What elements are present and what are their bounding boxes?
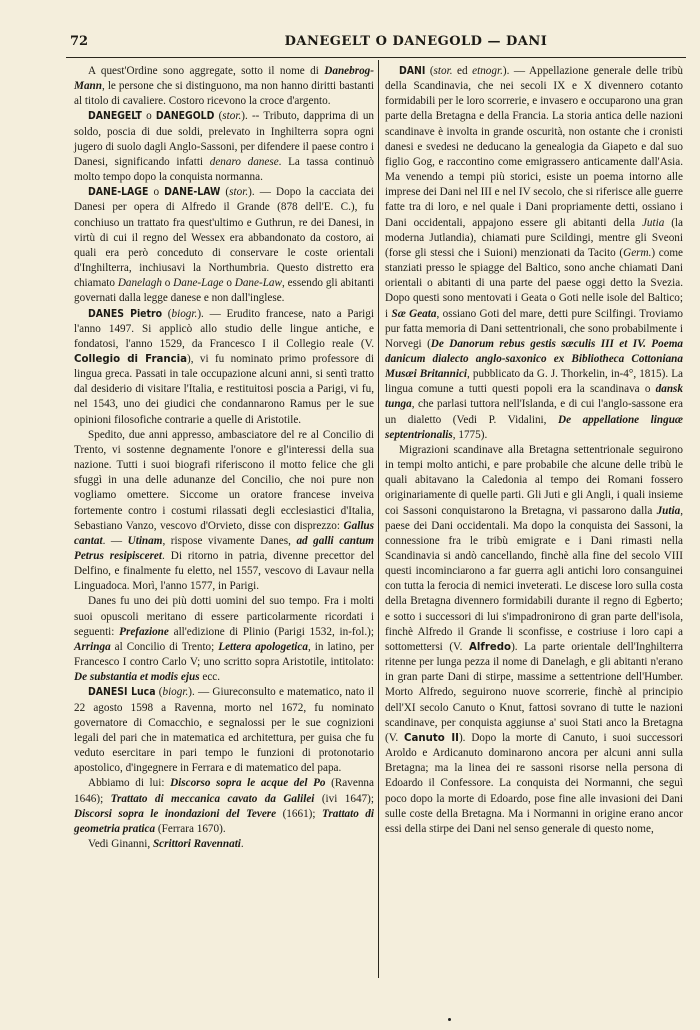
- cross-reference: Alfredo: [469, 641, 512, 653]
- cross-reference: Collegio di Francia: [74, 353, 188, 365]
- text-run: ) come stanziati presso le spiagge del Baltico, sono anche chiamati Dani orientali o abitanti di una parte del paese oggi detto la Svezia. Dopo questi sono mentovati i Geata o Goti nelle isole del Baltico; i: [385, 246, 683, 320]
- text-run: biogr.: [162, 686, 189, 699]
- text-run: , 1775).: [452, 428, 488, 441]
- text-run: o: [141, 110, 156, 123]
- text-run: Trattato di meccanica cavato da Galilei: [110, 792, 315, 805]
- text-run: Dane-Law: [234, 277, 282, 290]
- text-run: ). -- Tributo, dapprima di un soldo, poscia di due soldi, prelevato in Inghilterra sopra ogni jugero di suolo dagli Anglo-Sassoni, per difendere il paese contro i Danesi, significando infatti: [74, 110, 375, 168]
- text-run: stor.: [222, 110, 242, 123]
- headword: DANESI Luca: [88, 686, 156, 699]
- entry-danesi-luca: [74, 685, 374, 776]
- text-run: (ivi 1647);: [314, 792, 374, 805]
- text-run: (la moderna Jutlandia), chiamati pure Scildingi, mentre gli Sveoni (forse gli stessi che i Suioni) menzionati da Tacito (: [385, 216, 683, 259]
- text-run: Scrittori Ravennati: [152, 837, 241, 850]
- text-run: , le persone che si distinguono, ma non hanno diritti bastanti al titolo di cavaliere. Costoro ricevono la croce d'argento.: [74, 80, 374, 108]
- text-run: Danebrog-Mann: [74, 65, 374, 93]
- text-run: , essendo gli abitanti governati dalla legge danese e non dall'inglese.: [74, 277, 374, 305]
- text-run: , in latino, per Francesco I contro Carlo V; uno scritto sopra Aristotile, intitolato:: [74, 640, 374, 669]
- text-run: (: [162, 307, 172, 320]
- paragraph-danebrog: [74, 64, 374, 109]
- text-run: Danes fu uno dei più dotti uomini del suo tempo. Fra i molti suoi opuscoli meritano di essere particolarmente ricordati i seguenti:: [74, 595, 374, 638]
- text-run: ). — Erudito francese, nato a Parigi l'anno 1497. Si applicò allo studio delle lingue antiche, e fondatosi, l'anno 1529, da Francesco I il Collegio reale (V.: [74, 307, 374, 350]
- text-run: , paese dei Dani occidentali. Ma dopo la conquista dei Sassoni, la connessione fra le tribù emigrate e i Dani rimasti nella Scandinavia si andò cancellando, finchè alla fine del secolo VIII questi incominciarono a far guerra agli antichi loro consanguinei con tutta la ferocia di nemici inveterati. Le discese loro sulla costa della Bretagna divennero formidabili durante il regno di Egberto; e sotto i successori di lui s'impadronirono di gran parte dell'isola, finchè Alfredo il Grande li sconfisse, e costriuse i loro capi a sottomettersi (V.: [385, 504, 683, 653]
- paragraph-migrazioni: [385, 443, 683, 837]
- text-run: A quest'Ordine sono aggregate, sotto il nome di: [88, 65, 325, 77]
- text-run: Germ.: [623, 246, 652, 259]
- text-run: Lettera apologetica: [218, 640, 308, 653]
- text-run: all'edizione di Plinio (Parigi 1532, in-fol.);: [168, 625, 374, 638]
- header-rule: [66, 57, 686, 58]
- right-column: [385, 64, 683, 837]
- entry-dani: [385, 64, 683, 443]
- text-run: (: [214, 110, 223, 123]
- page-number: 72: [70, 34, 89, 49]
- text-run: al Concilio di Trento;: [110, 640, 219, 653]
- text-run: (Ferrara 1670).: [155, 822, 226, 835]
- text-run: . La tassa continuò molto tempo dopo la conquista normanna.: [74, 155, 374, 184]
- text-run: Jutia: [656, 504, 681, 517]
- text-run: Sæ Geata: [391, 307, 437, 320]
- text-run: , rispose vivamente Danes,: [162, 534, 297, 547]
- paragraph-vedi: [74, 837, 374, 852]
- text-run: , pubblicato da G. J. Thorkelin, in-4°, 1815). La lingua comune a tutti questi popoli era la scandinava o: [385, 368, 683, 396]
- paragraph-concilio: [74, 428, 374, 595]
- running-title: DANEGELT O DANEGOLD — DANI: [284, 34, 548, 49]
- text-run: stor.: [433, 65, 453, 77]
- headword: DANE-LAW: [164, 186, 221, 199]
- text-run: ). — Giureconsulto e matematico, nato il 22 agosto 1598 a Ravenna, morto nel 1672, fu nominato governatore di Comacchio, e segnalossi per le sue cognizioni legali del pari che in matematica ed architettura, per guisa che fu veduto esercitare in pari tempo le funzioni di protonotario apostolico, d'ingegnere in Ferrara e di matematico del papa.: [74, 686, 374, 775]
- text-run: Utinam: [127, 534, 163, 547]
- text-run: Discorso sopra le acque del Po: [170, 777, 326, 790]
- text-run: Spedito, due anni appresso, ambasciatore del re al Concilio di Trento, vi sostenne degnamente l'onore e gl'interessi della sua nazione. Tutti i suoi biografi riferiscono il motto felice che gli sfuggì in una delle adunanze del Concilio, che noi pure non vogliamo omettere. Siccome un oratore francese inveiva fortemente contro i costumi rilassati degli ecclesiastici d'Italia, Sebastiano Vanzo, vescovo d'Orvieto, disse con disprezzo:: [74, 428, 374, 532]
- text-run: . Di ritorno in patria, divenne precettor del Delfino, e finalmente fu eletto, nel 1557, vescovo di Lavaur nella Linguadoca. Morì, l'anno 1577, in Parigi.: [74, 550, 374, 593]
- text-run: ed: [452, 65, 473, 77]
- text-run: o: [161, 277, 174, 290]
- text-run: ). Dopo la morte di Canuto, i suoi successori Aroldo e Ardicanuto dominarono ancora per alcuni anni sulla Bretagna; ma la linea dei re sassoni risorse nella persona di Edoardo il Confessore. La conquista dei Normanni, che seguì poco dopo la morte di Edoardo, pose fine alle invasioni dei Dani sulle coste della Bretagna. Ma i Normanni in origine erano ancor essi della stirpe dei Dani nel senso generale di questo nome,: [385, 731, 683, 835]
- text-run: (1661);: [276, 807, 322, 820]
- text-run: . —: [102, 534, 128, 547]
- ink-speck: [448, 1018, 451, 1021]
- text-run: (Ravenna 1646);: [74, 777, 374, 805]
- text-run: Discorsi sopra le inondazioni del Tevere: [74, 807, 277, 820]
- text-run: Danelagh: [117, 277, 162, 290]
- text-run: ad galli cantum Petrus resipisceret: [74, 534, 375, 562]
- text-run: Gallus cantat: [74, 519, 374, 547]
- text-run: dansk tunga: [385, 383, 683, 411]
- text-run: Vedi Ginanni,: [88, 837, 153, 850]
- headword: DANE-LAGE: [88, 186, 149, 199]
- entry-danegelt: [74, 109, 374, 185]
- text-run: (: [220, 186, 230, 199]
- text-run: Migrazioni scandinave alla Bretagna settentrionale seguirono in tempi molto antichi, e pare probabile che alcune delle tribù le quali abitavano la Caledonia al tempo dei Romani fossero originariamente di quelle parti. Gli Juti e gli Angli, i quali insieme coi Sassoni conquistarono la Bretagna, vi passarono dalla: [385, 443, 683, 517]
- left-column: [74, 64, 374, 852]
- paragraph-opuscoli: [74, 594, 374, 685]
- cross-reference: Canuto II: [404, 732, 459, 744]
- text-run: ). — Dopo la cacciata dei Danesi per opera di Alfredo il Grande (878 dell'E. C.), fu conchiuso un trattato fra quest'ultimo e Guthrun, re dei Danesi, in virtù di cui il regno del Wessex era abbandonato da costoro, ai quali era però conceduto di conservare le coste orientali d'Inghilterra, inchiusavi la Northumbria. Questo distretto era chiamato: [74, 186, 375, 290]
- entry-dane-lage: [74, 185, 374, 306]
- column-divider: [378, 60, 379, 978]
- text-run: o: [223, 277, 235, 290]
- text-run: Dane-Lage: [173, 277, 224, 290]
- text-run: stor.: [229, 186, 249, 199]
- text-run: Arringa: [74, 640, 111, 653]
- text-run: Prefazione: [119, 625, 169, 638]
- text-run: , ossiano Goti del mare, detti pure Scilfingi. Troviamo pur fatta memoria di Dani settentrionali, che sono probabilmente i Norvegi (: [385, 307, 683, 350]
- headword: DANES Pietro: [88, 307, 163, 320]
- text-run: Jutia: [641, 216, 665, 229]
- headword: DANEGELT: [88, 110, 142, 123]
- text-run: ). La parte orientale dell'Inghilterra ritenne per lunga pezza il nome di Danelagh, e gli abitanti n'erano in gran parte Dani di stirpe, massime a settentrione dell'Humber. Morto Alfredo, seguirono nuove scorrerie, finchè al principio dell'XI secolo Canuto o Knut, fattosi sovrano di tutte le nazioni scandinave, per conquista aggiunse a' suoi Stati anco la Bretagna (V.: [385, 640, 683, 744]
- text-run: Trattato di geometria pratica: [74, 807, 374, 835]
- running-header: [70, 34, 682, 56]
- text-run: , che parlasi tuttora nell'Islanda, e di cui l'anglo-sassone era un dialetto (Vedi P. Vidalini,: [385, 398, 683, 426]
- text-run: ), vi fu nominato primo professore di lingua greca. Passati in tale occupazione alcuni anni, si sentì tratto dal desiderio di visitare l'Italia, e restituitosi poscia a Parigi, vi fu, nel 1543, uno dei giudici che condannarono Ramus per le sue opinioni filosofiche contrarie a quelle di Aristotile.: [74, 352, 374, 426]
- headword: DANI: [399, 65, 426, 77]
- text-run: etnogr.: [472, 65, 503, 77]
- paragraph-opere-danesi: [74, 776, 374, 837]
- headword: DANEGOLD: [155, 110, 215, 123]
- entry-danes-pietro: [74, 307, 374, 428]
- text-run: Abbiamo di lui:: [88, 777, 171, 790]
- text-run: (: [155, 686, 163, 699]
- text-run: ). — Appellazione generale delle tribù della Scandinavia, che nei secoli IX e X divennero cotanto formidabili per le loro scorrerie, e invasero e occuparono una gran parte della Bretagna e della Francia. La storia antica delle nazioni scandinave è involta in grande oscurità, non ostante che i cronisti danesi e svedesi ne deducano la genealogia da Giapeto e dal suo figlio Gog, e raccontino come emigrassero anticamente dall'Asia. Ma venendo a tempi più storici, esiste un poema intorno alle imprese dei Dani nel III e nel IV secolo, che si riferisce alle guerre fatte tra di loro, e nel quale i Dani propriamente detti, ossiano i Dani occidentali, appajono essere gli abitanti della: [385, 65, 683, 229]
- text-run: De substantia et modis ejus: [74, 671, 200, 684]
- text-run: De Danorum rebus gestis sæculis III et IV. Poema danicum dialecto anglo-saxonico ex Bibliotheca Cottoniana Musæi Britannici: [385, 337, 683, 381]
- text-run: ecc.: [199, 671, 221, 684]
- text-run: o: [148, 186, 165, 199]
- text-run: De appellatione linguæ septentrionalis: [385, 413, 683, 441]
- text-run: biogr.: [171, 307, 198, 320]
- text-run: denaro danese: [209, 155, 279, 168]
- text-run: .: [240, 837, 244, 850]
- text-run: (: [425, 65, 434, 77]
